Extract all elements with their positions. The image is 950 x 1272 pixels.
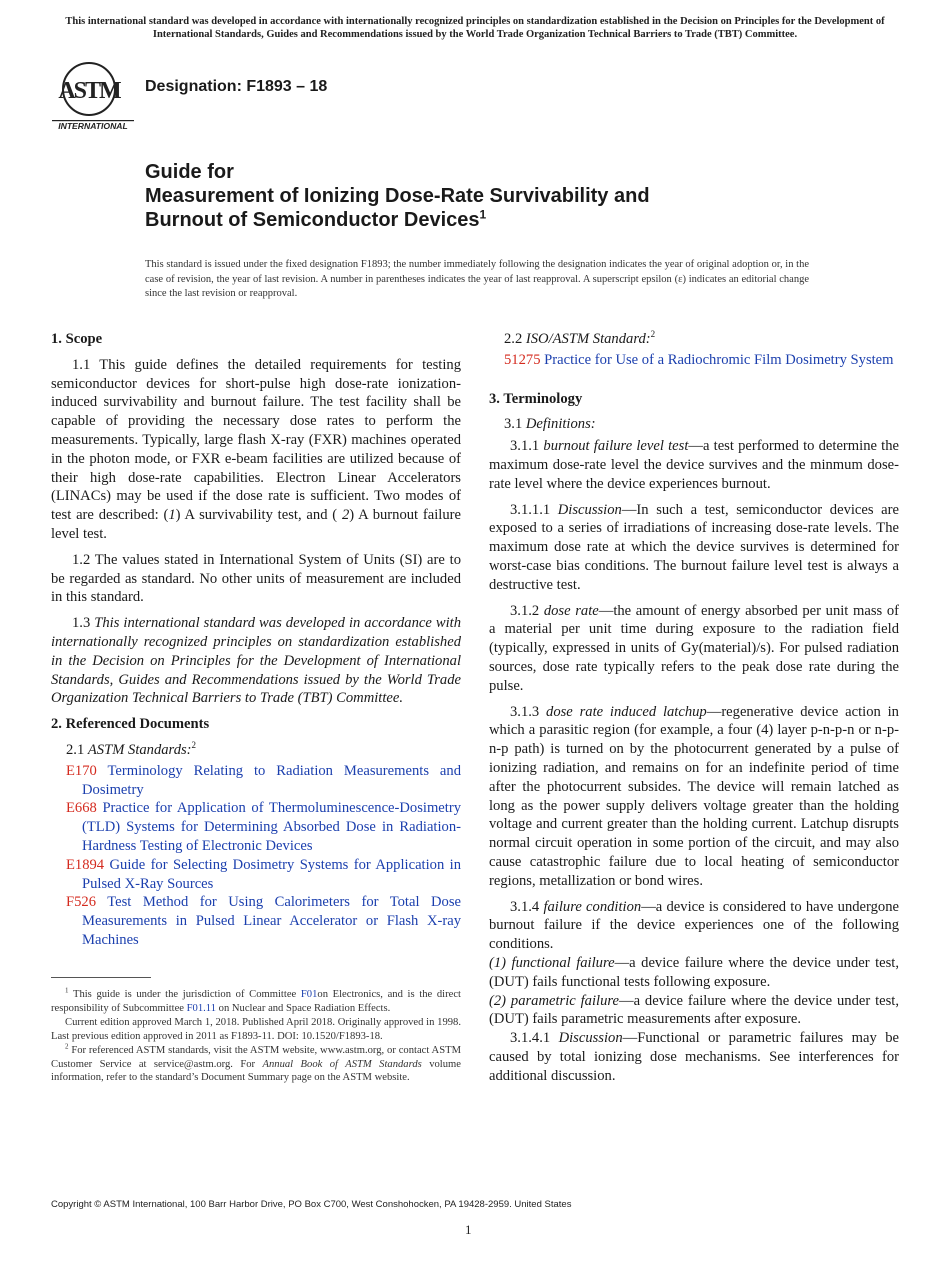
astm-logo: [50, 58, 136, 132]
svg-text:INTERNATIONAL: INTERNATIONAL: [58, 121, 128, 131]
reference-item[interactable]: [51, 856, 461, 894]
title-footnote-ref[interactable]: 1: [479, 207, 487, 222]
paragraph-2-1: 2.1 ASTM Standards:$^2$: [66, 740, 197, 758]
definition-burnout-failure-level-test: 3.1.1 burnout failure level test—a test performed to determine the maximum dose-rate level the device survives and the minmum dose-rate level where the device experiences burnout.: [489, 438, 899, 492]
left-column: [51, 330, 461, 950]
copyright-notice: Copyright © ASTM International, 100 Barr Harbor Drive, PO Box C700, West Conshohocken, PA 19428-2959. United States: [51, 1199, 572, 1210]
document-title: [145, 160, 845, 232]
reference-code: E170: [66, 762, 97, 779]
section-heading-scope: 1. Scope: [51, 331, 103, 347]
reference-title: Test Method for Using Calorimeters for Total Dose Measurements in Pulsed Linear Accelerator or Flash X-ray Machines: [82, 894, 461, 948]
failure-condition-parametric: (2) parametric failure—a device failure where the device under test, (DUT) fails parametric measurements after exposure.: [489, 992, 899, 1028]
footnotes: [51, 988, 461, 1086]
definition-failure-condition: 3.1.4 failure condition—a device is considered to have undergone burnout failure if the device experiences one of the following conditions.: [489, 898, 899, 953]
section-heading-referenced-documents: 2. Referenced Documents: [51, 716, 210, 733]
footnote-divider: [51, 977, 151, 978]
reference-code: E1894: [66, 856, 105, 873]
paragraph-1-2: 1.2 The values stated in International System of Units (SI) are to be regarded as standard. No other units of measurement are included in this standard.: [51, 551, 461, 606]
reference-title: Guide for Selecting Dosimetry Systems for Application in Pulsed X-Ray Sources: [82, 856, 461, 892]
footnote-2: $^2$ For referenced ASTM standards, visit the ASTM website, www.astm.org, or contact ASTM Customer Service at service@astm.org. For Annual Book of ASTM Standards volume information, refer to the standard’s Document Summary page on the ASTM website.: [51, 1042, 461, 1083]
reference-code: 51275: [504, 351, 541, 368]
footnote-1: $^1$ This guide is under the jurisdiction of Committee F01on Electronics, and is the direct responsibility of Subcommittee F01.11 on Nuclear and Space Radiation Effects.: [51, 986, 461, 1014]
committee-link[interactable]: F01: [300, 989, 318, 1000]
svg-text:ASTM: ASTM: [58, 78, 120, 104]
reference-title: Practice for Use of a Radiochromic Film Dosimetry System: [544, 351, 894, 368]
reference-title: Terminology Relating to Radiation Measurements and Dosimetry: [82, 762, 462, 798]
page-number: 1: [465, 1222, 472, 1237]
designation: Designation: F1893 – 18: [145, 78, 328, 95]
top-notice: This international standard was developed in accordance with internationally recognized principles on standardization established in the Decision on Principles for the Development of International Standards, Guides and Recommendations issued by the World Trade Organization Technical Barriers to Trade (TBT) Committee.: [65, 16, 885, 40]
footnote-edition: Current edition approved March 1, 2018. Published April 2018. Originally approved in 1998. Last previous edition approved in 2011 as F1893-11. DOI: 10.1520/F1893-18.: [51, 1017, 461, 1042]
discussion-3-1-4-1: 3.1.4.1 Discussion—Functional or parametric failures may be caused by total ionizing dose mechanisms. See interferences for additional discussion.: [489, 1030, 899, 1084]
definition-dose-rate-induced-latchup: 3.1.3 dose rate induced latchup—regenerative device action in which a parasitic region (for example, a four (4) layer p-n-p-n or n-p-n-p path) is turned on by the photocurrent generated by a pulse of ionizing radiation, and remains on for an indefinite period of time after the photocurrent subsides. The device will remain latched as long as the power supply delivers voltage greater than the holding voltage and current greater than the holding current. Latchup disrupts normal circuit operation in some portion of the circuit, and may also cause catastrophic failure due to local heating of semiconductor regions, metallization or bond wires.: [489, 703, 899, 889]
paragraph-2-2: 2.2 ISO/ASTM Standard:$^2$: [504, 329, 656, 347]
failure-condition-functional: (1) functional failure—a device failure where the device under test, (DUT) fails functional tests following exposure.: [489, 954, 899, 990]
title-line-1: Guide for: [145, 161, 234, 183]
paragraph-3-1: 3.1 Definitions:: [504, 416, 596, 433]
section-heading-terminology: 3. Terminology: [489, 390, 583, 407]
title-line-2: Measurement of Ionizing Dose-Rate Survivability and: [145, 185, 650, 207]
reference-code: E668: [66, 800, 97, 817]
issue-notice: This standard is issued under the fixed designation F1893; the number immediately following the designation indicates the year of original adoption or, in the case of revision, the year of last revision. A number in parentheses indicates the year of last reapproval. A superscript epsilon (ε) indicates an editorial change since the last revision or reapproval.: [145, 259, 809, 299]
definition-dose-rate: 3.1.2 dose rate—the amount of energy absorbed per unit mass of a material per unit time during exposure to the radiation field (typically, expressed in units of Gy(material)/s). For pulsed radiation sources, dose rate typically refers to the peak dose rate during the pulse.: [489, 602, 899, 694]
reference-code: F526: [66, 894, 97, 911]
reference-item[interactable]: [51, 799, 461, 855]
reference-title: Practice for Application of Thermoluminescence-Dosimetry (TLD) Systems for Determining Absorbed Dose in Radiation-Hardness Testing of Electronic Devices: [82, 800, 461, 854]
reference-item[interactable]: [51, 762, 461, 800]
paragraph-1-1: 1.1 This guide defines the detailed requirements for testing semiconductor devices for short-pulse high dose-rate ionization-induced survivability and burnout failure. The test facility shall be capable of providing the necessary dose rates to perform the measurements. Typically, large flash X-ray (FXR) machines operated in the photon mode, or FXR e-beam facilities are utilized because of their high dose-rate capabilities. Electron Linear Accelerators (LINACs) may be used if the dose rate is sufficient. Two modes of test are described: (1) A survivability test, and ( 2) A burnout failure level test.: [51, 356, 461, 542]
title-line-3: Burnout of Semiconductor Devices$^1$: [145, 207, 487, 231]
paragraph-1-3: 1.3 This international standard was developed in accordance with internationally recognized principles on standardization established in the Decision on Principles for the Development of International Standards, Guides and Recommendations issued by the World Trade Organization Technical Barriers to Trade (TBT) Committee.: [51, 615, 462, 707]
reference-item[interactable]: [51, 893, 461, 949]
subcommittee-link[interactable]: F01.11: [186, 1002, 216, 1014]
reference-item[interactable]: [489, 351, 899, 370]
discussion-3-1-1-1: 3.1.1.1 Discussion—In such a test, semiconductor devices are exposed to a series of irradiations of increasing dose-rate levels. The maximum dose rate at which the device survives is determined for worst-case bias conditions. The burnout failure level test is always a destructive test.: [489, 501, 899, 593]
right-column: [489, 330, 899, 1092]
